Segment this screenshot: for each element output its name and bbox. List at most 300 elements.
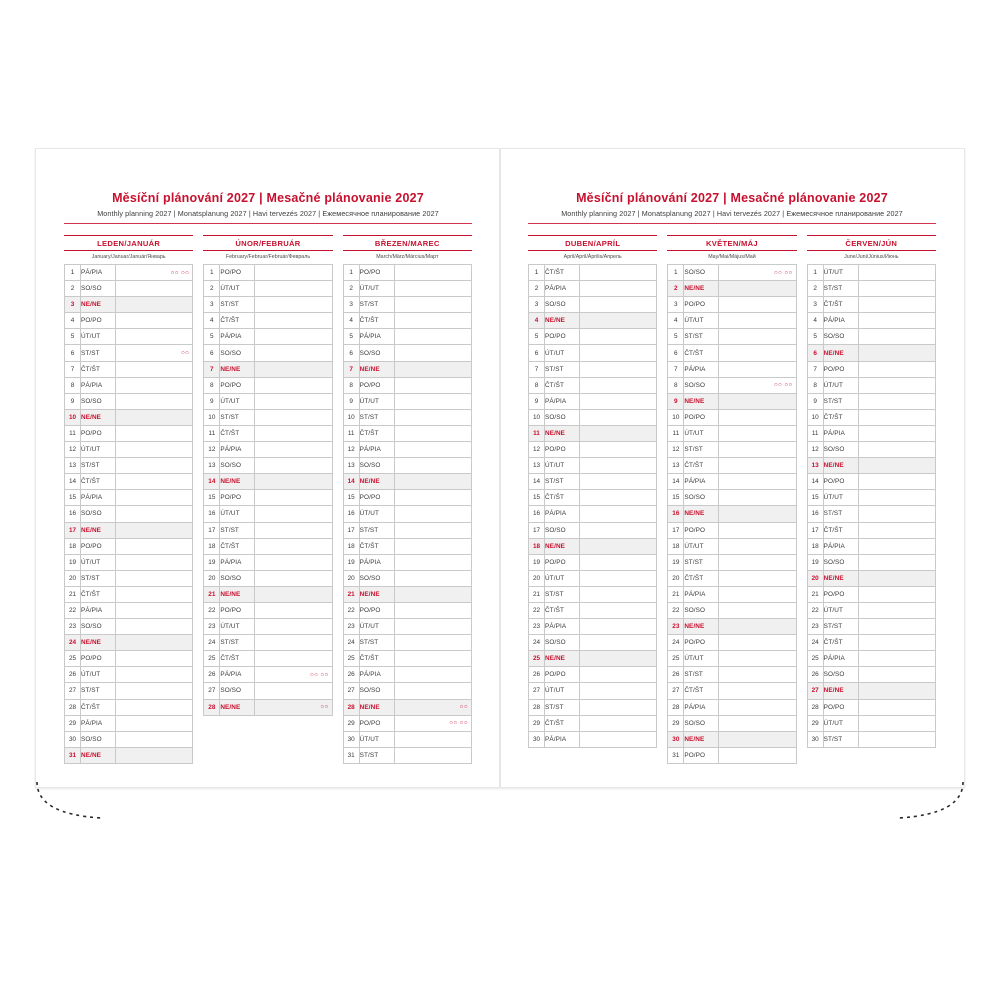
note-cell[interactable] [116, 715, 193, 731]
note-cell[interactable] [394, 635, 471, 651]
day-of-week: PO/PO [684, 747, 719, 763]
note-cell[interactable] [255, 442, 332, 458]
note-cell[interactable] [580, 635, 657, 651]
note-cell[interactable] [858, 409, 935, 425]
note-cell[interactable] [255, 490, 332, 506]
day-number: 3 [204, 297, 220, 313]
table-row [668, 602, 796, 618]
note-cell[interactable] [719, 361, 796, 377]
day-number: 16 [65, 506, 81, 522]
note-cell[interactable] [394, 570, 471, 586]
note-cell[interactable] [858, 715, 935, 731]
table-row [668, 554, 796, 570]
note-cell[interactable] [858, 361, 935, 377]
note-cell[interactable] [255, 409, 332, 425]
note-cell[interactable] [255, 329, 332, 345]
note-cell[interactable] [394, 747, 471, 763]
note-cell[interactable] [255, 313, 332, 329]
note-cell[interactable] [394, 361, 471, 377]
day-of-week: PÁ/PIA [823, 538, 858, 554]
note-cell[interactable] [255, 554, 332, 570]
day-of-week: PO/PO [359, 377, 394, 393]
note-cell[interactable] [858, 570, 935, 586]
note-cell[interactable] [858, 490, 935, 506]
note-cell[interactable] [394, 377, 471, 393]
note-cell[interactable] [580, 522, 657, 538]
note-cell[interactable] [580, 602, 657, 618]
day-number: 25 [529, 651, 545, 667]
note-cell[interactable] [116, 570, 193, 586]
table-row [529, 474, 657, 490]
note-cell[interactable] [394, 731, 471, 747]
note-cell[interactable] [116, 731, 193, 747]
day-of-week: ÚT/UT [823, 265, 858, 281]
day-of-week: SO/SO [545, 409, 580, 425]
note-cell[interactable] [394, 586, 471, 602]
note-cell[interactable] [394, 425, 471, 441]
note-cell[interactable] [255, 651, 332, 667]
note-cell[interactable] [394, 667, 471, 683]
day-number: 2 [204, 281, 220, 297]
note-cell[interactable] [116, 393, 193, 409]
day-of-week: PO/PO [81, 425, 116, 441]
day-of-week: ČT/ŠT [823, 409, 858, 425]
note-cell[interactable] [255, 602, 332, 618]
note-cell[interactable] [580, 619, 657, 635]
note-cell[interactable] [116, 442, 193, 458]
note-cell[interactable] [255, 586, 332, 602]
day-of-week: NE/NE [545, 313, 580, 329]
note-cell[interactable] [858, 635, 935, 651]
note-cell[interactable] [116, 490, 193, 506]
day-number: 19 [529, 554, 545, 570]
note-cell[interactable] [719, 313, 796, 329]
note-cell[interactable] [116, 667, 193, 683]
table-row [668, 281, 796, 297]
table-row [65, 474, 193, 490]
table-row [204, 265, 332, 281]
note-cell[interactable] [858, 474, 935, 490]
day-of-week: ÚT/UT [359, 393, 394, 409]
note-cell[interactable] [580, 265, 657, 281]
day-of-week: ÚT/UT [545, 458, 580, 474]
note-cell[interactable] [719, 570, 796, 586]
note-cell[interactable] [858, 683, 935, 699]
table-row [65, 747, 193, 763]
table-row [343, 458, 471, 474]
book-spine [499, 148, 501, 788]
day-number: 22 [668, 602, 684, 618]
day-of-week: NE/NE [823, 458, 858, 474]
note-cell[interactable] [580, 538, 657, 554]
note-cell[interactable] [858, 377, 935, 393]
table-row [343, 442, 471, 458]
note-cell[interactable] [116, 522, 193, 538]
table-row [65, 715, 193, 731]
note-cell[interactable] [719, 667, 796, 683]
table-row [668, 377, 796, 393]
note-cell[interactable] [719, 345, 796, 361]
day-of-week: PÁ/PIA [220, 667, 255, 683]
day-of-week: SO/SO [220, 458, 255, 474]
note-cell[interactable] [719, 554, 796, 570]
note-cell[interactable] [580, 651, 657, 667]
day-of-week: ÚT/UT [823, 377, 858, 393]
day-of-week: SO/SO [220, 570, 255, 586]
note-cell[interactable] [719, 506, 796, 522]
day-of-week: NE/NE [359, 586, 394, 602]
note-cell[interactable] [580, 458, 657, 474]
day-of-week: PÁ/PIA [545, 731, 580, 747]
table-row [807, 731, 935, 747]
note-cell[interactable] [394, 602, 471, 618]
table-row [668, 474, 796, 490]
note-cell[interactable] [116, 683, 193, 699]
day-number: 17 [204, 522, 220, 538]
note-cell[interactable] [719, 281, 796, 297]
note-cell[interactable] [116, 345, 193, 361]
note-cell[interactable] [394, 683, 471, 699]
note-cell[interactable] [255, 361, 332, 377]
note-cell[interactable] [580, 731, 657, 747]
day-of-week: PÁ/PIA [220, 554, 255, 570]
note-cell[interactable] [580, 377, 657, 393]
day-of-week: ČT/ŠT [684, 345, 719, 361]
note-cell[interactable] [116, 361, 193, 377]
note-cell[interactable] [719, 522, 796, 538]
note-cell[interactable] [719, 458, 796, 474]
day-number: 7 [65, 361, 81, 377]
note-cell[interactable] [719, 393, 796, 409]
day-of-week: ČT/ŠT [359, 425, 394, 441]
day-number: 14 [807, 474, 823, 490]
note-cell[interactable] [394, 474, 471, 490]
note-cell[interactable] [394, 538, 471, 554]
day-number: 11 [807, 425, 823, 441]
day-number: 10 [529, 409, 545, 425]
note-cell[interactable] [858, 506, 935, 522]
note-cell[interactable] [255, 506, 332, 522]
note-cell[interactable] [116, 747, 193, 763]
table-row [65, 602, 193, 618]
day-number: 16 [343, 506, 359, 522]
note-cell[interactable] [580, 393, 657, 409]
note-cell[interactable] [719, 586, 796, 602]
table-row [65, 667, 193, 683]
note-cell[interactable] [255, 538, 332, 554]
day-of-week: PO/PO [81, 538, 116, 554]
note-cell[interactable] [580, 442, 657, 458]
note-cell[interactable] [116, 474, 193, 490]
left-page-divider [64, 223, 472, 224]
note-cell[interactable] [719, 683, 796, 699]
note-cell[interactable] [255, 297, 332, 313]
table-row [343, 651, 471, 667]
note-cell[interactable] [394, 265, 471, 281]
note-cell[interactable] [719, 699, 796, 715]
note-cell[interactable] [116, 506, 193, 522]
day-number: 29 [668, 715, 684, 731]
month-day-table [667, 264, 796, 764]
note-cell[interactable] [255, 281, 332, 297]
note-cell[interactable] [580, 297, 657, 313]
month-day-table [64, 264, 193, 764]
note-cell[interactable] [580, 425, 657, 441]
table-row [529, 570, 657, 586]
note-cell[interactable] [394, 490, 471, 506]
note-cell[interactable] [255, 425, 332, 441]
day-of-week: ČT/ŠT [359, 313, 394, 329]
note-cell[interactable] [719, 619, 796, 635]
table-row [529, 281, 657, 297]
note-cell[interactable] [580, 683, 657, 699]
day-number: 25 [668, 651, 684, 667]
day-of-week: ČT/ŠT [545, 715, 580, 731]
day-of-week: NE/NE [823, 345, 858, 361]
note-cell[interactable] [394, 313, 471, 329]
note-cell[interactable] [719, 425, 796, 441]
note-cell[interactable] [116, 377, 193, 393]
note-cell[interactable] [719, 377, 796, 393]
month-title: LEDEN/JANUÁR [64, 235, 193, 251]
note-cell[interactable] [858, 329, 935, 345]
note-cell[interactable] [580, 554, 657, 570]
note-cell[interactable] [858, 586, 935, 602]
note-cell[interactable] [719, 474, 796, 490]
note-cell[interactable] [116, 538, 193, 554]
note-cell[interactable] [858, 425, 935, 441]
note-cell[interactable] [858, 602, 935, 618]
day-number: 11 [343, 425, 359, 441]
note-cell[interactable] [580, 570, 657, 586]
table-row [65, 313, 193, 329]
note-cell[interactable] [394, 345, 471, 361]
note-cell[interactable] [255, 522, 332, 538]
note-cell[interactable] [394, 297, 471, 313]
note-cell[interactable] [580, 667, 657, 683]
note-cell[interactable] [394, 554, 471, 570]
note-cell[interactable] [858, 281, 935, 297]
day-number: 27 [668, 683, 684, 699]
table-row [204, 393, 332, 409]
note-cell[interactable] [580, 409, 657, 425]
note-cell[interactable] [255, 345, 332, 361]
note-cell[interactable] [858, 522, 935, 538]
note-cell[interactable] [394, 651, 471, 667]
day-number: 26 [204, 667, 220, 683]
table-row [529, 393, 657, 409]
note-cell[interactable] [719, 715, 796, 731]
table-row [204, 602, 332, 618]
table-row [65, 409, 193, 425]
table-row [204, 635, 332, 651]
note-cell[interactable] [394, 442, 471, 458]
note-cell[interactable] [116, 458, 193, 474]
note-cell[interactable] [255, 265, 332, 281]
note-cell[interactable] [394, 699, 471, 715]
note-cell[interactable] [858, 442, 935, 458]
note-cell[interactable] [116, 425, 193, 441]
day-number: 30 [807, 731, 823, 747]
note-cell[interactable] [394, 506, 471, 522]
note-cell[interactable] [255, 474, 332, 490]
table-row [343, 747, 471, 763]
day-number: 6 [343, 345, 359, 361]
day-number: 18 [204, 538, 220, 554]
note-cell[interactable] [858, 731, 935, 747]
open-planner-book [35, 148, 965, 788]
note-cell[interactable] [394, 522, 471, 538]
month-title: ÚNOR/FEBRUÁR [203, 235, 332, 251]
note-cell[interactable] [719, 265, 796, 281]
table-row [343, 538, 471, 554]
note-cell[interactable] [580, 281, 657, 297]
day-of-week: ČT/ŠT [823, 522, 858, 538]
day-number: 18 [807, 538, 823, 554]
note-cell[interactable] [255, 377, 332, 393]
note-cell[interactable] [858, 699, 935, 715]
note-cell[interactable] [116, 409, 193, 425]
note-cell[interactable] [255, 699, 332, 715]
note-cell[interactable] [255, 619, 332, 635]
note-cell[interactable] [255, 667, 332, 683]
note-cell[interactable] [580, 586, 657, 602]
note-cell[interactable] [394, 393, 471, 409]
table-row [529, 635, 657, 651]
day-number: 23 [204, 619, 220, 635]
note-cell[interactable] [255, 683, 332, 699]
note-cell[interactable] [116, 602, 193, 618]
note-cell[interactable] [719, 747, 796, 763]
note-cell[interactable] [580, 490, 657, 506]
note-cell[interactable] [858, 458, 935, 474]
note-cell[interactable] [116, 281, 193, 297]
note-cell[interactable] [116, 329, 193, 345]
day-number: 8 [65, 377, 81, 393]
day-number: 19 [807, 554, 823, 570]
note-cell[interactable] [580, 361, 657, 377]
day-of-week: ČT/ŠT [545, 490, 580, 506]
day-number: 7 [807, 361, 823, 377]
note-cell[interactable] [394, 715, 471, 731]
table-row [65, 506, 193, 522]
note-cell[interactable] [116, 619, 193, 635]
note-cell[interactable] [394, 409, 471, 425]
note-cell[interactable] [858, 651, 935, 667]
note-cell[interactable] [394, 458, 471, 474]
note-cell[interactable] [255, 393, 332, 409]
note-cell[interactable] [394, 329, 471, 345]
table-row [65, 297, 193, 313]
note-cell[interactable] [858, 313, 935, 329]
note-cell[interactable] [858, 619, 935, 635]
table-row [204, 409, 332, 425]
note-cell[interactable] [116, 651, 193, 667]
day-of-week: PO/PO [220, 602, 255, 618]
day-number: 12 [204, 442, 220, 458]
note-cell[interactable] [858, 538, 935, 554]
day-number: 24 [343, 635, 359, 651]
note-cell[interactable] [719, 538, 796, 554]
note-cell[interactable] [580, 345, 657, 361]
day-of-week: NE/NE [81, 747, 116, 763]
day-number: 22 [807, 602, 823, 618]
table-row [343, 313, 471, 329]
note-cell[interactable] [116, 699, 193, 715]
table-row [807, 554, 935, 570]
note-cell[interactable] [116, 635, 193, 651]
day-number: 3 [807, 297, 823, 313]
table-row [65, 554, 193, 570]
note-cell[interactable] [858, 297, 935, 313]
note-cell[interactable] [858, 393, 935, 409]
day-of-week: ÚT/UT [545, 570, 580, 586]
table-row [65, 442, 193, 458]
table-row [807, 377, 935, 393]
day-number: 5 [204, 329, 220, 345]
note-cell[interactable] [858, 667, 935, 683]
table-row [668, 683, 796, 699]
note-cell[interactable] [580, 699, 657, 715]
note-cell[interactable] [255, 458, 332, 474]
note-cell[interactable] [719, 602, 796, 618]
day-number: 23 [807, 619, 823, 635]
table-row [807, 667, 935, 683]
note-cell[interactable] [858, 265, 935, 281]
table-row [65, 490, 193, 506]
note-cell[interactable] [719, 490, 796, 506]
note-cell[interactable] [858, 554, 935, 570]
table-row [204, 506, 332, 522]
day-of-week: PO/PO [220, 377, 255, 393]
day-of-week: PO/PO [684, 409, 719, 425]
note-cell[interactable] [719, 442, 796, 458]
note-cell[interactable] [580, 474, 657, 490]
note-cell[interactable] [394, 619, 471, 635]
note-cell[interactable] [719, 329, 796, 345]
day-of-week: ÚT/UT [684, 313, 719, 329]
note-cell[interactable] [116, 313, 193, 329]
note-cell[interactable] [580, 329, 657, 345]
note-cell[interactable] [858, 345, 935, 361]
note-cell[interactable] [580, 715, 657, 731]
day-of-week: PÁ/PIA [359, 554, 394, 570]
day-number: 11 [65, 425, 81, 441]
note-cell[interactable] [255, 570, 332, 586]
note-cell[interactable] [116, 586, 193, 602]
day-number: 4 [343, 313, 359, 329]
note-cell[interactable] [719, 731, 796, 747]
day-of-week: ČT/ŠT [81, 474, 116, 490]
note-cell[interactable] [580, 313, 657, 329]
day-of-week: ÚT/UT [220, 506, 255, 522]
note-cell[interactable] [394, 281, 471, 297]
note-cell[interactable] [719, 635, 796, 651]
note-cell[interactable] [719, 297, 796, 313]
right-page-corner-mark [895, 780, 965, 820]
note-cell[interactable] [116, 265, 193, 281]
month-day-table [203, 264, 332, 716]
note-cell[interactable] [719, 651, 796, 667]
day-number: 12 [65, 442, 81, 458]
note-cell[interactable] [255, 635, 332, 651]
day-of-week: SO/SO [823, 442, 858, 458]
note-cell[interactable] [116, 554, 193, 570]
note-cell[interactable] [580, 506, 657, 522]
note-cell[interactable] [719, 409, 796, 425]
note-cell[interactable] [116, 297, 193, 313]
day-of-week: SO/SO [545, 635, 580, 651]
